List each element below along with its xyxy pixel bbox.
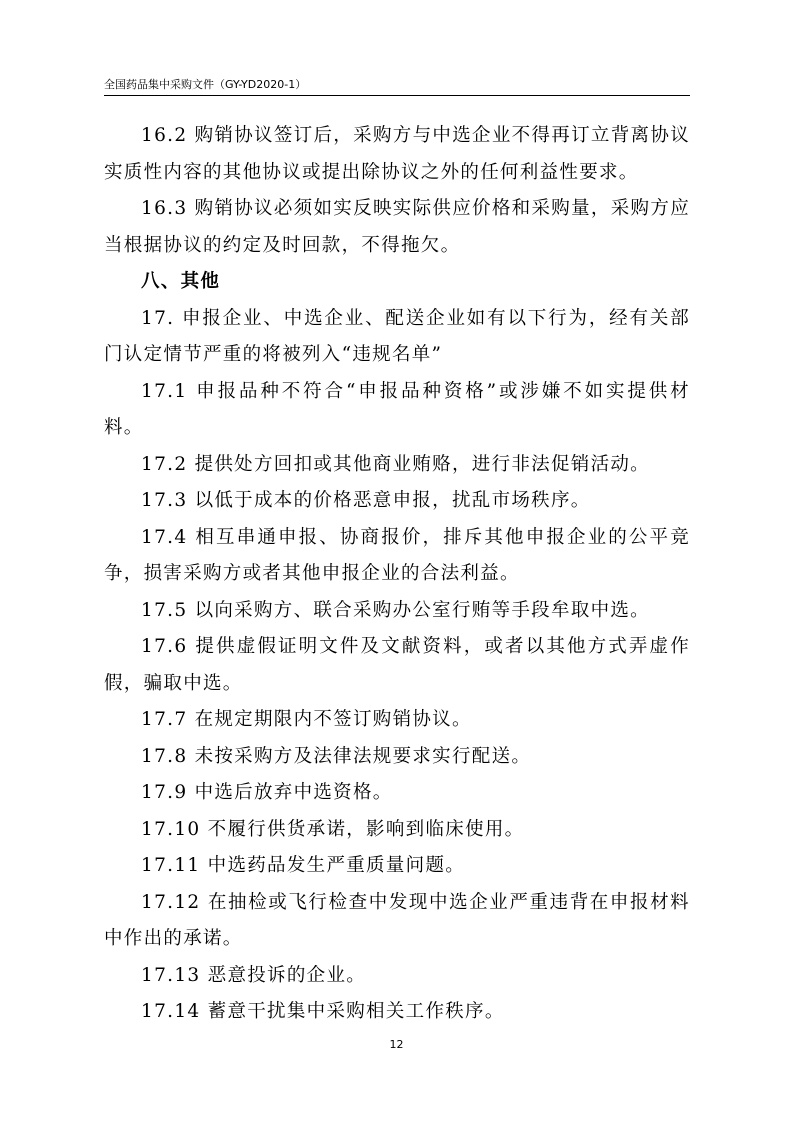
paragraph-17-2: 17.2 提供处方回扣或其他商业贿赂，进行非法促销活动。: [141, 453, 650, 475]
header-divider: [104, 95, 690, 96]
paragraph-17-8: 17.8 未按采购方及法律法规要求实行配送。: [141, 745, 532, 767]
paragraph-17-5: 17.5 以向采购方、联合采购办公室行贿等手段牟取中选。: [141, 599, 650, 621]
section-heading-other: 八、其他: [141, 271, 221, 292]
paragraph-17-13: 17.13 恶意投诉的企业。: [141, 964, 367, 986]
paragraph-17-1: 17.1 申报品种不符合“申报品种资格”或涉嫌不如实提供材料。: [104, 380, 690, 438]
paragraph-17-6: 17.6 提供虚假证明文件及文献资料，或者以其他方式弄虚作假，骗取中选。: [104, 636, 690, 694]
paragraph-17: 17. 申报企业、中选企业、配送企业如有以下行为，经有关部门认定情节严重的将被列入“违规名单”: [104, 307, 690, 365]
paragraph-17-3: 17.3 以低于成本的价格恶意申报，扰乱市场秩序。: [141, 490, 591, 511]
paragraph-17-9: 17.9 中选后放弃中选资格。: [141, 782, 393, 803]
paragraph-17-14: 17.14 蓄意干扰集中采购相关工作秩序。: [141, 1001, 505, 1022]
paragraph-17-12: 17.12 在抽检或飞行检查中发现中选企业严重违背在申报材料中作出的承诺。: [104, 891, 690, 949]
document-body: [104, 118, 690, 1031]
paragraph-17-4: 17.4 相互串通申报、协商报价，排斥其他申报企业的公平竞争，损害采购方或者其他申报企业的合法利益。: [104, 526, 690, 584]
paragraph-17-10: 17.10 不履行供货承诺，影响到临床使用。: [141, 818, 525, 840]
paragraph-16-3: 16.3 购销协议必须如实反映实际供应价格和采购量，采购方应当根据协议的约定及时回款，不得拖欠。: [104, 198, 690, 256]
document-header: 全国药品集中采购文件（GY-YD2020-1）: [104, 78, 307, 91]
paragraph-17-11: 17.11 中选药品发生严重质量问题。: [141, 855, 466, 876]
page-number: 12: [389, 1038, 404, 1051]
paragraph-17-7: 17.7 在规定期限内不签订购销协议。: [141, 709, 472, 730]
paragraph-16-2: 16.2 购销协议签订后，采购方与中选企业不得再订立背离协议实质性内容的其他协议或提出除协议之外的任何利益性要求。: [104, 125, 690, 183]
